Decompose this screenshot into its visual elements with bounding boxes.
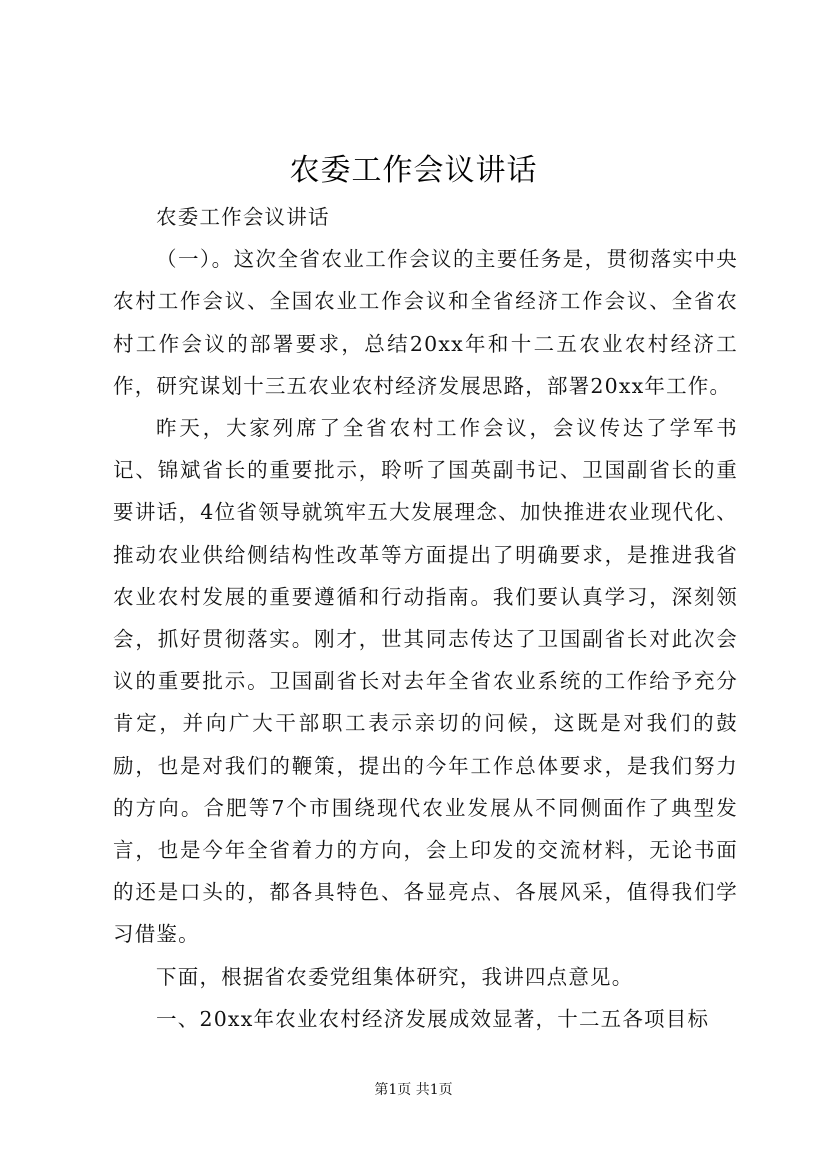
page-number-footer: 第1页 共1页 [374, 1082, 453, 1098]
document-body [113, 196, 738, 1040]
paragraph-opinions: 下面，根据省农委党组集体研究，我讲四点意见。 [156, 964, 634, 989]
paragraph-section-one: 一、20xx年农业农村经济发展成效显著，十二五各项目标 [156, 1006, 710, 1031]
document-title: 农委工作会议讲话 [289, 153, 538, 188]
paragraph-intro: （一）。这次全省农业工作会议的主要任务是，贯彻落实中央农村工作会议、全国农业工作会议和全省经济工作会议、全省农村工作会议的部署要求，总结20xx年和十二五农业农村经济工作，研究谋划十三五农业农村经济发展思路，部署20xx年工作。 [113, 247, 738, 398]
paragraph-heading: 农委工作会议讲话 [156, 205, 330, 229]
paragraph-yesterday: 昨天，大家列席了全省农村工作会议，会议传达了学军书记、锦斌省长的重要批示，聆听了国英副书记、卫国副省长的重要讲话，4位省领导就筑牢五大发展理念、加快推进农业现代化、推动农业供给侧结构性改革等方面提出了明确要求，是推进我省农业农村发展的重要遵循和行动指南。我们要认真学习，深刻领会，抓好贯彻落实。刚才，世其同志传达了卫国副省长对此次会议的重要批示。卫国副省长对去年全省农业系统的工作给予充分肯定，并向广大干部职工表示亲切的问候，这既是对我们的鼓励，也是对我们的鞭策，提出的今年工作总体要求，是我们努力的方向。合肥等7个市围绕现代农业发展从不同侧面作了典型发言，也是今年全省着力的方向，会上印发的交流材料，无论书面的还是口头的，都各具特色、各显亮点、各展风采，值得我们学习借鉴。 [113, 416, 738, 947]
